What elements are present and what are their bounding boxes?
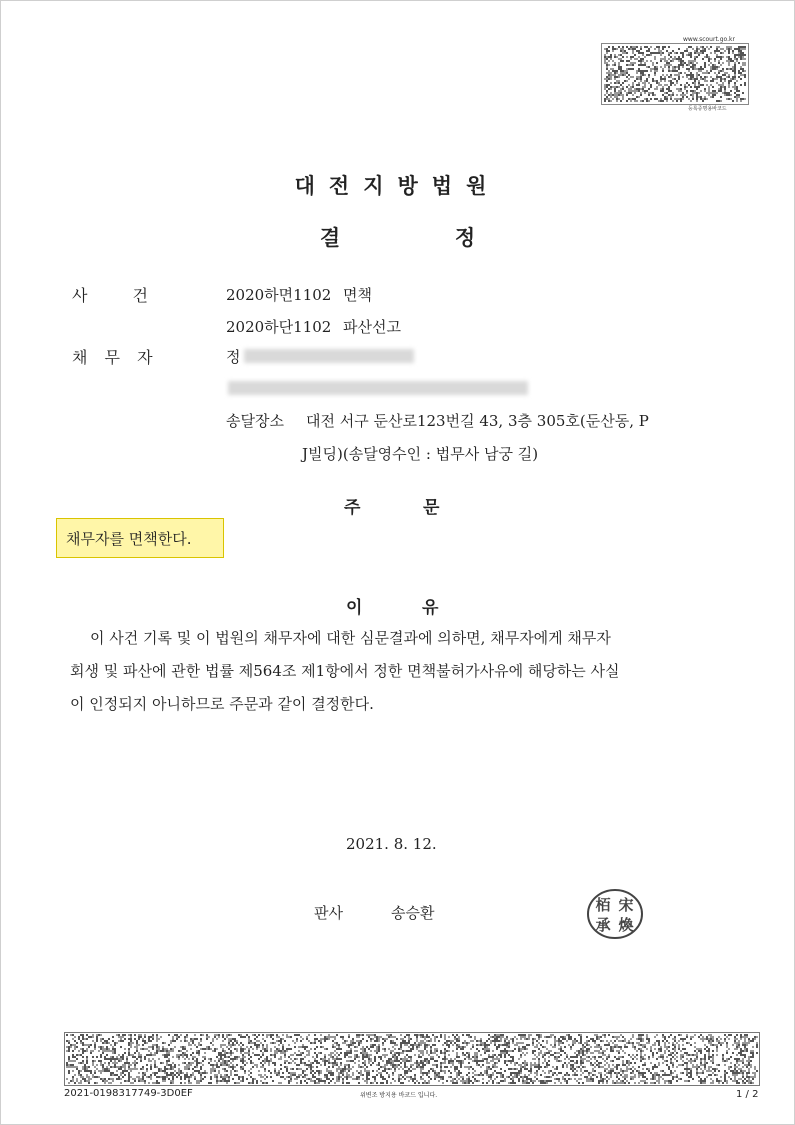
anti-forgery-barcode bbox=[64, 1032, 760, 1086]
barcode-caption: 등록증명용바코드 bbox=[688, 106, 727, 112]
barcode-notice: 위변조 방지용 바코드 입니다. bbox=[360, 1092, 438, 1099]
title-left-char: 결 bbox=[319, 226, 341, 250]
barcode-url: www.scourt.go.kr bbox=[683, 36, 735, 43]
seal-char-2: 宋 bbox=[618, 896, 634, 914]
order-heading-left: 주 bbox=[344, 498, 361, 518]
document-id: 2021-0198317749-3D0EF bbox=[64, 1088, 193, 1099]
order-heading-right: 문 bbox=[423, 498, 440, 518]
judge-title: 판사 bbox=[314, 904, 343, 922]
judge-name: 송승환 bbox=[391, 904, 435, 922]
decision-date: 2021. 8. 12. bbox=[346, 835, 437, 853]
service-address-line1: 대전 서구 둔산로123번길 43, 3층 305호(둔산동, P bbox=[306, 412, 649, 430]
reason-line-1: 이 사건 기록 및 이 법원의 채무자에 대한 심문결과에 의하면, 채무자에게 채무자 bbox=[90, 629, 611, 647]
case-number-2: 2020하단1102 bbox=[226, 318, 332, 336]
judge-seal bbox=[586, 888, 644, 940]
document-title bbox=[0, 222, 795, 252]
service-address-line2: J빌딩)(송달영수인 : 법무사 남궁 길) bbox=[302, 445, 539, 463]
seal-char-4: 煥 bbox=[618, 916, 634, 934]
seal-char-1: 栢 bbox=[595, 896, 611, 914]
case-type-1: 면책 bbox=[343, 286, 372, 304]
court-name: 대전지방법원 bbox=[294, 174, 501, 198]
case-number-1: 2020하면1102 bbox=[226, 286, 332, 304]
reason-line-2: 회생 및 파산에 관한 법률 제564조 제1항에서 정한 면책불허가사유에 해당하는 사실 bbox=[70, 662, 620, 680]
title-right-char: 정 bbox=[454, 226, 476, 250]
reason-heading-left: 이 bbox=[346, 598, 363, 618]
debtor-label: 채 무 자 bbox=[72, 348, 153, 367]
seal-char-3: 承 bbox=[595, 916, 611, 934]
verification-barcode bbox=[601, 43, 749, 105]
redacted-debtor-address bbox=[228, 381, 528, 395]
debtor-name-initial: 정 bbox=[226, 348, 241, 366]
redacted-debtor-name bbox=[244, 349, 414, 363]
service-address-label: 송달장소 bbox=[226, 412, 284, 430]
reason-line-3: 이 인정되지 아니하므로 주문과 같이 결정한다. bbox=[70, 695, 374, 713]
case-label: 사 건 bbox=[72, 286, 148, 305]
case-type-2: 파산선고 bbox=[343, 318, 401, 336]
reason-heading-right: 유 bbox=[422, 598, 439, 618]
order-text: 채무자를 면책한다. bbox=[66, 530, 192, 548]
page-number: 1 / 2 bbox=[736, 1089, 759, 1100]
